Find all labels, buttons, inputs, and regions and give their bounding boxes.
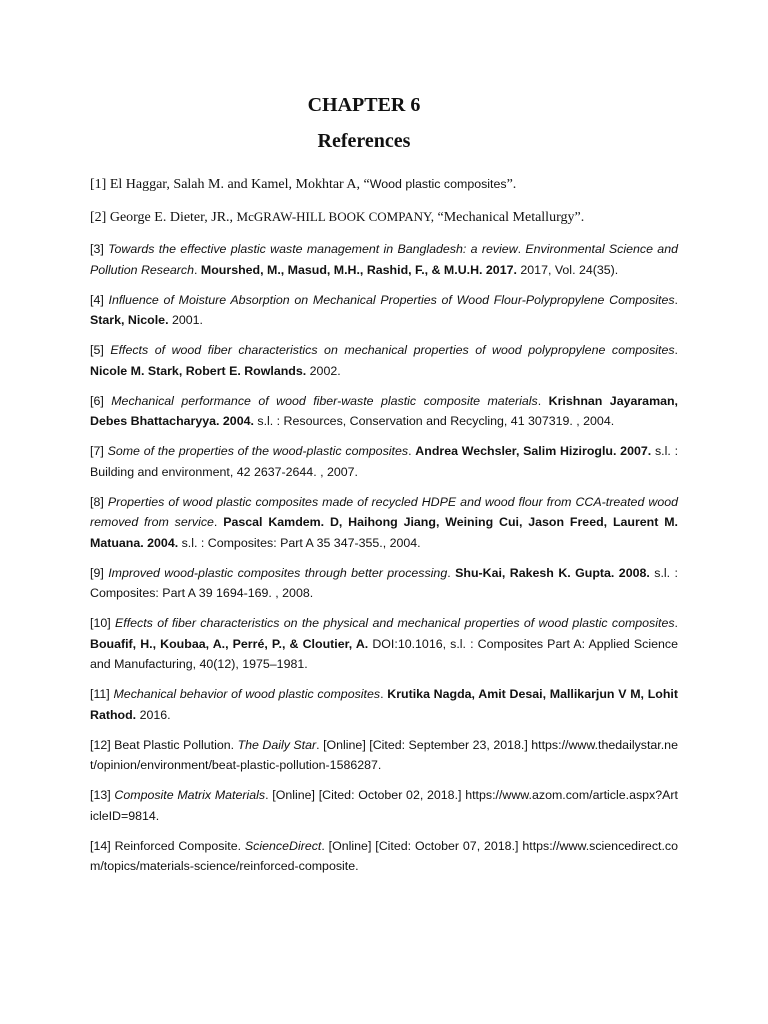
reference-details: . [Online] [Cited: October 07, 2018.] — [321, 838, 519, 853]
reference-item-11 — [90, 684, 678, 725]
reference-authors: El Haggar, Salah M. and Kamel, Mokhtar A, — [109, 177, 361, 192]
reference-quote-open: “ — [363, 177, 370, 192]
reference-item-4 — [90, 290, 678, 331]
reference-item-12 — [90, 735, 678, 776]
reference-authors: Bouafif, H., Koubaa, A., Perré, P., & Cloutier, A. — [90, 636, 369, 651]
reference-authors: Nicole M. Stark, Robert E. Rowlands. — [90, 363, 307, 378]
reference-item-6 — [90, 391, 678, 432]
reference-publisher: McGRAW-HILL BOOK COMPANY, — [236, 208, 435, 224]
reference-separator: . — [194, 262, 198, 277]
reference-number: [1] — [90, 177, 107, 192]
reference-title: Mechanical performance of wood fiber-waste plastic composite materials — [111, 393, 538, 408]
reference-number: [11] — [90, 687, 110, 701]
reference-number: [13] — [90, 788, 111, 802]
reference-title: Wood plastic composites — [369, 177, 507, 191]
page-title: References — [317, 130, 411, 152]
reference-title: Mechanical behavior of wood plastic composites — [113, 687, 381, 701]
reference-number: [9] — [90, 565, 104, 580]
reference-separator: . — [447, 565, 451, 580]
reference-title: “Mechanical Metallurgy”. — [437, 209, 585, 225]
reference-number: [12] — [90, 737, 111, 752]
reference-item-5 — [90, 340, 678, 381]
reference-item-14 — [90, 836, 678, 877]
reference-number: [4] — [90, 292, 104, 307]
reference-details: s.l. : Building and environment, 42 2637-2644. , 2007. — [90, 444, 679, 479]
reference-title: Improved wood-plastic composites through better processing — [108, 565, 448, 580]
reference-separator: . — [517, 242, 522, 256]
reference-separator: . — [674, 343, 678, 357]
reference-details: 2016. — [139, 707, 171, 722]
reference-separator: . — [674, 292, 678, 307]
reference-prefix: Beat Plastic Pollution. — [114, 737, 235, 752]
reference-details: 2017, Vol. 24(35). — [520, 262, 619, 277]
reference-list — [90, 174, 678, 886]
reference-item-13 — [90, 785, 678, 826]
reference-item-2 — [90, 207, 678, 229]
reference-title: Some of the properties of the wood-plastic composites — [107, 444, 409, 458]
reference-url: https://www.azom.com/article.aspx?ArticleID=9814. — [90, 788, 678, 823]
reference-authors: Andrea Wechsler, Salim Hiziroglu. 2007. — [415, 444, 652, 458]
reference-journal: Environmental Science and Pollution Research — [90, 242, 678, 277]
reference-number: [14] — [90, 838, 111, 853]
reference-title: Composite Matrix Materials — [114, 788, 266, 802]
reference-separator: . — [380, 687, 384, 701]
reference-item-1 — [90, 174, 678, 196]
chapter-label: CHAPTER 6 — [307, 94, 421, 116]
reference-authors: Shu-Kai, Rakesh K. Gupta. 2008. — [455, 565, 650, 580]
reference-separator: . — [537, 393, 542, 408]
reference-number: [5] — [90, 343, 104, 357]
reference-details: 2002. — [309, 363, 341, 378]
reference-number: [6] — [90, 393, 104, 408]
reference-number: [10] — [90, 616, 111, 630]
reference-title: Effects of fiber characteristics on the physical and mechanical properties of wood plastic composites — [115, 616, 675, 630]
reference-title: Effects of wood fiber characteristics on mechanical properties of wood polypropylene composites — [110, 343, 675, 357]
reference-details: 2001. — [171, 313, 203, 327]
reference-details: DOI:10.1016, s.l. : Composites Part A: Applied Science and Manufacturing, 40(12), 1975–1981. — [90, 636, 678, 671]
reference-item-8 — [90, 492, 678, 554]
reference-authors: Krutika Nagda, Amit Desai, Mallikarjun V M, Lohit Rathod. — [90, 687, 678, 722]
reference-url: https://www.sciencedirect.com/topics/materials-science/reinforced-composite. — [90, 838, 678, 873]
reference-quote-close: ”. — [506, 177, 517, 192]
reference-number: [2] — [90, 209, 107, 225]
reference-title: Properties of wood plastic composites made of recycled HDPE and wood flour from CCA-treated wood removed from service — [90, 494, 678, 529]
reference-prefix: Reinforced Composite. — [114, 838, 242, 853]
reference-item-7 — [90, 441, 678, 482]
reference-authors: Pascal Kamdem. D, Haihong Jiang, Weining Cui, Jason Freed, Laurent M. Matuana. 2004. — [90, 515, 678, 550]
reference-number: [8] — [90, 494, 104, 509]
reference-details: s.l. : Composites: Part A 39 1694-169. , 2008. — [90, 565, 678, 600]
reference-details: s.l. : Composites: Part A 35 347-355., 2004. — [181, 535, 421, 550]
reference-details: . [Online] [Cited: September 23, 2018.] — [316, 737, 528, 752]
reference-separator: . — [213, 515, 218, 529]
reference-title: Towards the effective plastic waste management in Bangladesh: a review — [108, 242, 518, 256]
reference-number: [3] — [90, 242, 104, 256]
reference-authors: Stark, Nicole. — [90, 313, 169, 327]
reference-authors: George E. Dieter, JR., — [109, 209, 234, 225]
reference-separator: . — [408, 444, 412, 458]
reference-details: s.l. : Resources, Conservation and Recycling, 41 307319. , 2004. — [257, 414, 615, 428]
reference-title: The Daily Star — [237, 737, 317, 752]
reference-title: Influence of Moisture Absorption on Mechanical Properties of Wood Flour-Polypropylene Composites — [108, 292, 675, 307]
reference-number: [7] — [90, 444, 104, 458]
reference-details: . [Online] [Cited: October 02, 2018.] — [265, 788, 462, 802]
reference-authors: Mourshed, M., Masud, M.H., Rashid, F., & M.U.H. 2017. — [200, 262, 517, 277]
reference-authors: Krishnan Jayaraman, Debes Bhattacharyya. 2004. — [90, 393, 678, 428]
reference-separator: . — [674, 616, 678, 630]
reference-url: https://www.thedailystar.net/opinion/environment/beat-plastic-pollution-1586287. — [90, 737, 678, 772]
reference-item-10 — [90, 613, 678, 675]
reference-item-3 — [90, 239, 678, 280]
reference-title: ScienceDirect — [244, 838, 322, 853]
reference-item-9 — [90, 563, 678, 604]
